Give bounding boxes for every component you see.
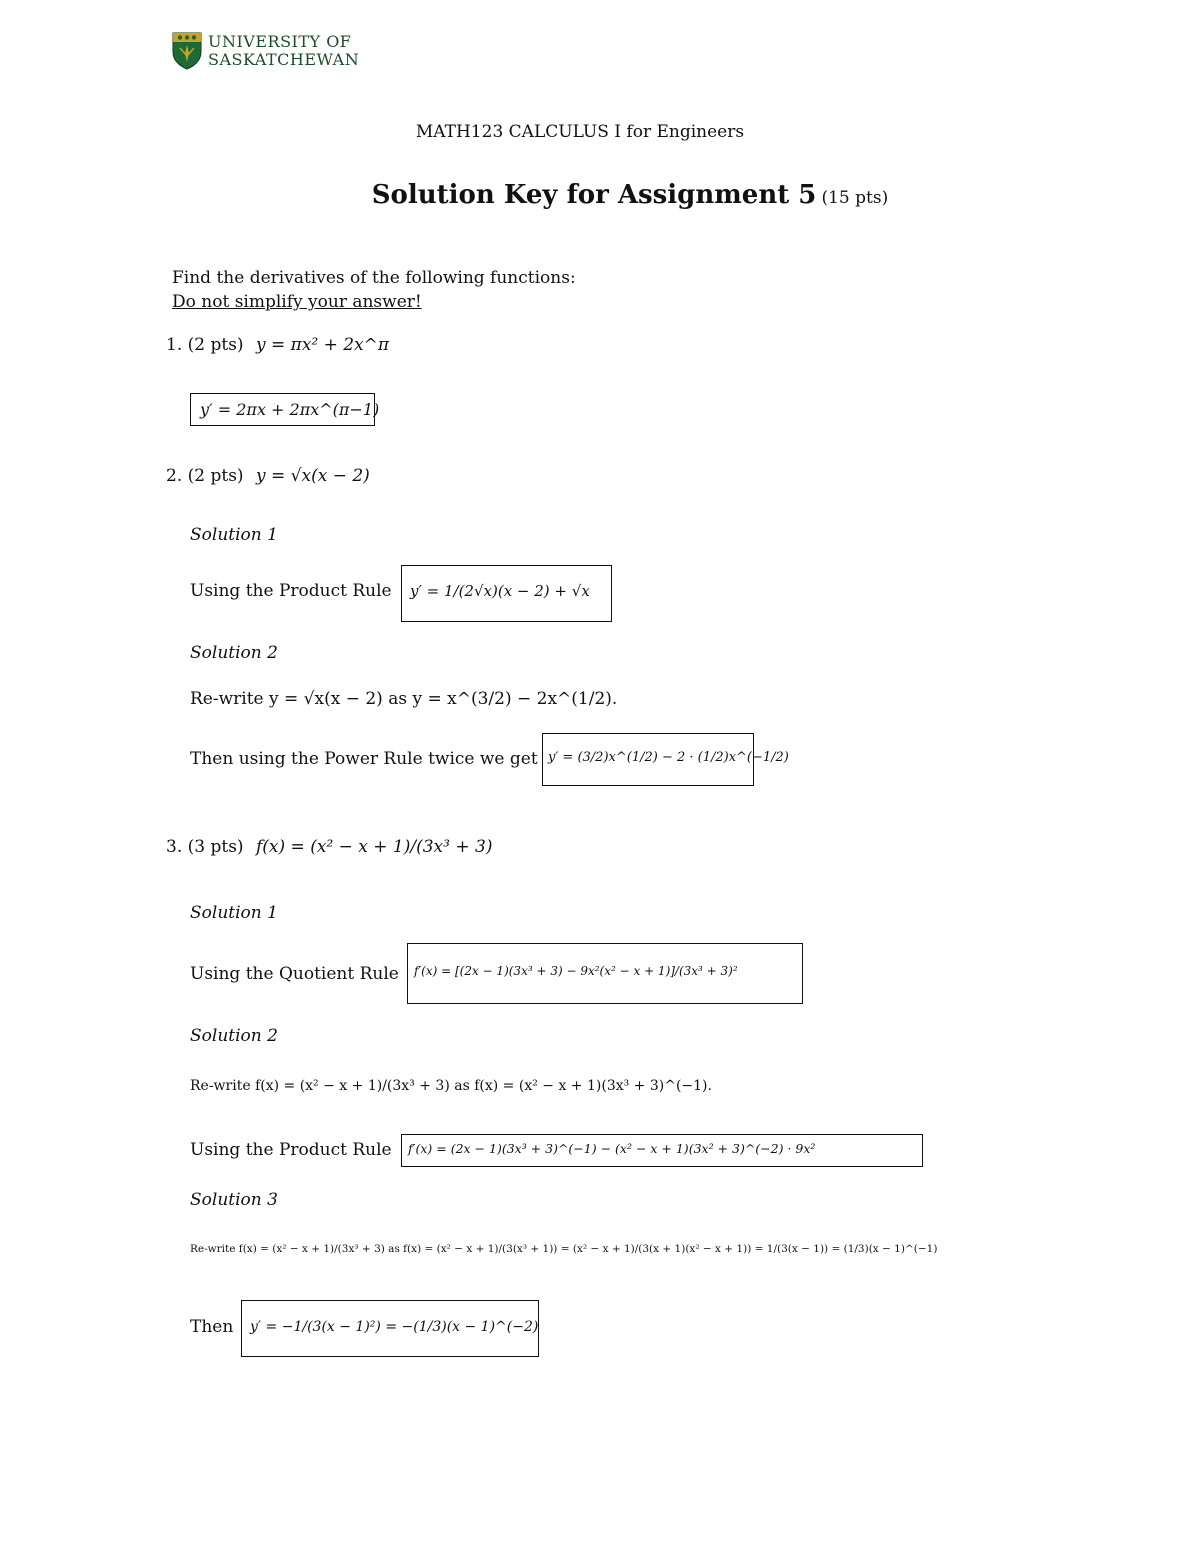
q3-solution-1-title: Solution 1 — [190, 903, 278, 923]
page-title — [0, 180, 1200, 210]
q3-sol1-text: Using the Quotient Rule — [190, 964, 399, 984]
q2-sol2-answer: y′ = (3/2)x^(1/2) − 2 · (1/2)x^(−1/2) — [548, 750, 789, 765]
q1-answer: y′ = 2πx + 2πx^(π−1) — [200, 400, 380, 419]
q3-solution-2-title: Solution 2 — [190, 1026, 278, 1046]
q2-sol2-text: Then using the Power Rule twice we get — [190, 749, 538, 769]
q3-question: f(x) = (x² − x + 1)/(3x³ + 3) — [256, 837, 493, 857]
intro-instruction: Find the derivatives of the following functions: — [172, 268, 576, 288]
intro-warning: Do not simplify your answer! — [172, 292, 422, 312]
q1-label: 1. (2 pts) — [166, 335, 244, 355]
q3-sol2-rewrite: Re-write f(x) = (x² − x + 1)/(3x³ + 3) as f(x) = (x² − x + 1)(3x³ + 3)^(−1). — [190, 1078, 712, 1094]
q3-sol2-text: Using the Product Rule — [190, 1140, 392, 1160]
title-points: (15 pts) — [821, 188, 889, 208]
logo-line-2: SASKATCHEWAN — [208, 50, 360, 69]
q2-question: y = √x(x − 2) — [256, 466, 370, 486]
q2-label: 2. (2 pts) — [166, 466, 244, 486]
q3-label: 3. (3 pts) — [166, 837, 244, 857]
logo-line-1: UNIVERSITY OF — [208, 32, 352, 51]
q3-sol3-text: Then — [190, 1317, 234, 1337]
q3-sol3-answer: y′ = −1/(3(x − 1)²) = −(1/3)(x − 1)^(−2) — [250, 1319, 539, 1335]
q3-sol1-answer: f′(x) = [(2x − 1)(3x³ + 3) − 9x²(x² − x + 1)]/(3x³ + 3)² — [414, 964, 738, 978]
shield-icon — [172, 32, 202, 70]
title-main: Solution Key for Assignment 5 — [371, 180, 817, 210]
q2-solution-1-title: Solution 1 — [190, 525, 278, 545]
q2-sol1-answer: y′ = 1/(2√x)(x − 2) + √x — [410, 582, 590, 600]
q2-solution-2-title: Solution 2 — [190, 643, 278, 663]
q3-solution-3-title: Solution 3 — [190, 1190, 278, 1210]
q2-sol1-text: Using the Product Rule — [190, 581, 392, 601]
q3-sol2-answer: f′(x) = (2x − 1)(3x³ + 3)^(−1) − (x² − x + 1)(3x² + 3)^(−2) · 9x² — [408, 1141, 816, 1156]
course-name: MATH123 CALCULUS I for Engineers — [415, 122, 745, 142]
q1-question: y = πx² + 2x^π — [256, 335, 390, 355]
q3-sol3-rewrite: Re-write f(x) = (x² − x + 1)/(3x³ + 3) as f(x) = (x² − x + 1)/(3(x³ + 1)) = (x² − x + 1)/(3(x + 1)(x² − x + 1)) = 1/(3(x − 1)) = (1/3)(x − 1)^(−1) — [190, 1243, 938, 1255]
q2-sol2-rewrite: Re-write y = √x(x − 2) as y = x^(3/2) − 2x^(1/2). — [190, 689, 618, 709]
